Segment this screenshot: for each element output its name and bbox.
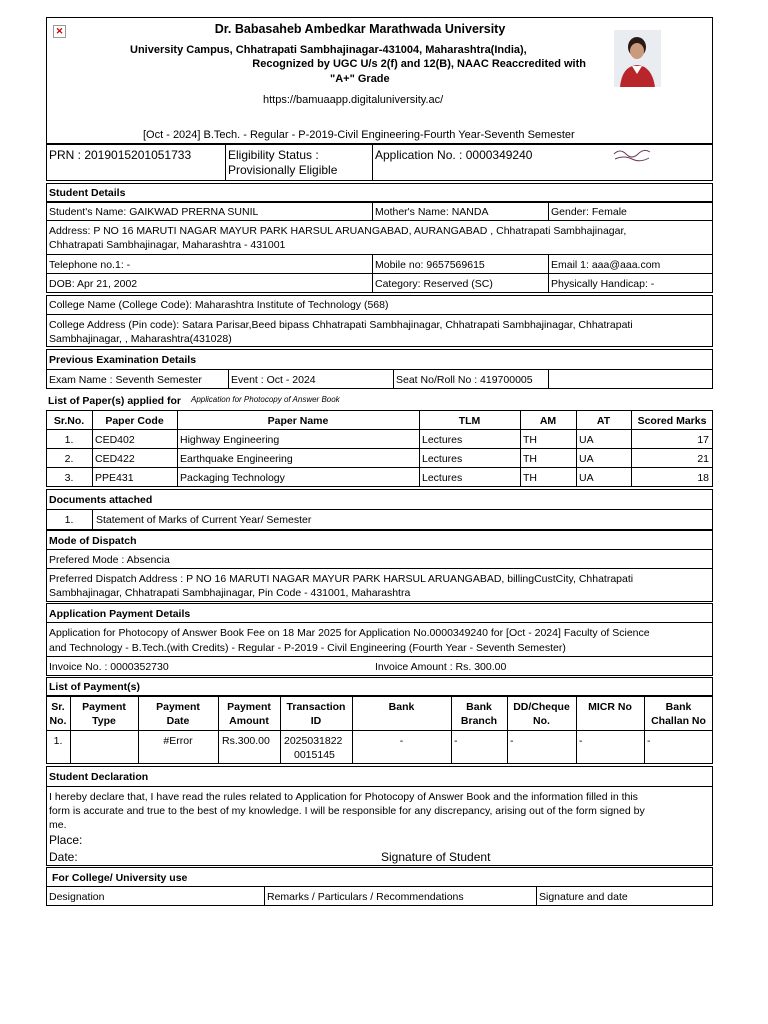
address-line-1: Address: P NO 16 MARUTI NAGAR MAYUR PARK HARSUL ARUANGABAD, AURANGABAD , Chhatrapati Sambhajinagar, — [49, 225, 627, 237]
payment-date: #Error — [163, 735, 193, 747]
payments-header-type: Payment — [82, 701, 126, 713]
paper-at: UA — [579, 472, 594, 484]
date-label: Date: — [49, 850, 78, 864]
paper-marks: 21 — [697, 453, 709, 465]
papers-header-srno: Sr.No. — [53, 415, 85, 427]
declaration-line-2: form is accurate and true to the best of my knowledge. I will be responsible for any discrepancy, arising out of the form signed by — [49, 805, 645, 817]
college-name: College Name (College Code): Maharashtra Institute of Technology (568) — [49, 299, 389, 311]
email: Email 1: aaa@aaa.com — [551, 259, 661, 271]
papers-subtitle: Application for Photocopy of Answer Book — [191, 395, 340, 404]
application-number: Application No. : 0000349240 — [375, 148, 533, 162]
payments-header-branch: Bank — [466, 701, 492, 713]
exam-event: Event : Oct - 2024 — [231, 374, 316, 386]
paper-srno: 2. — [64, 453, 74, 465]
student-details-header — [46, 183, 713, 202]
paper-tlm: Lectures — [422, 472, 463, 484]
paper-at: UA — [579, 434, 594, 446]
paper-code: CED422 — [95, 453, 135, 465]
invoice-number: Invoice No. : 0000352730 — [49, 661, 169, 673]
mobile: Mobile no: 9657569615 — [375, 259, 485, 271]
payments-header — [46, 677, 713, 696]
payments-header-transaction-2: ID — [310, 715, 322, 727]
paper-tlm: Lectures — [422, 453, 463, 465]
payments-header-challan-2: Challan No — [651, 715, 706, 727]
document-name: Statement of Marks of Current Year/ Semester — [96, 514, 312, 526]
payment-transaction-id: 2025031822 — [284, 735, 343, 747]
mother-name: Mother's Name: NANDA — [375, 206, 489, 218]
paper-am: TH — [523, 453, 537, 465]
invoice-amount: Invoice Amount : Rs. 300.00 — [375, 661, 507, 673]
dispatch-address-1: Preferred Dispatch Address : P NO 16 MARUTI NAGAR MAYUR PARK HARSUL ARUANGABAD, billingCustCity, Chhatrapati — [49, 573, 634, 585]
papers-header-code: Paper Code — [105, 415, 164, 427]
college-address-2: Sambhajinagar, , Maharashtra(431028) — [49, 333, 232, 345]
paper-marks: 17 — [697, 434, 709, 446]
dispatch-mode: Prefered Mode : Absencia — [49, 554, 170, 566]
paper-code: PPE431 — [95, 472, 134, 484]
university-name: Dr. Babasaheb Ambedkar Marathwada University — [214, 22, 506, 36]
signature-label: Signature of Student — [381, 850, 491, 864]
recognition-line-2: "A+" Grade — [330, 73, 390, 85]
eligibility-value: Provisionally Eligible — [228, 163, 338, 177]
documents-title: Documents attached — [49, 494, 153, 506]
payments-header-date-2: Date — [166, 715, 190, 727]
paper-name: Earthquake Engineering — [180, 453, 293, 465]
declaration-line-1: I hereby declare that, I have read the rules related to Application for Photocopy of Answer Book and the information filled in this — [49, 791, 638, 803]
telephone: Telephone no.1: - — [49, 259, 131, 271]
paper-am: TH — [523, 472, 537, 484]
designation-label: Designation — [49, 891, 105, 903]
student-name: Student's Name: GAIKWAD PRERNA SUNIL — [49, 206, 259, 218]
payment-branch: - — [454, 735, 458, 747]
paper-tlm: Lectures — [422, 434, 463, 446]
papers-header-tlm: TLM — [458, 415, 481, 427]
category: Category: Reserved (SC) — [375, 278, 493, 290]
physically-handicap: Physically Handicap: - — [551, 278, 655, 290]
payments-header-type-2: Type — [92, 715, 116, 727]
payment-bank: - — [399, 735, 404, 747]
papers-header-name: Paper Name — [267, 415, 329, 427]
office-use-title: For College/ University use — [52, 872, 188, 884]
remarks-label: Remarks / Particulars / Recommendations — [267, 891, 464, 903]
gender: Gender: Female — [551, 206, 627, 218]
paper-marks: 18 — [697, 472, 709, 484]
papers-title: List of Paper(s) applied for — [48, 395, 182, 407]
payment-amount: Rs.300.00 — [222, 735, 270, 747]
recognition-line-1: Recognized by UGC U/s 2(f) and 12(B), NAAC Reaccredited with — [252, 58, 586, 70]
student-details-title: Student Details — [49, 187, 126, 199]
college-address-1: College Address (Pin code): Satara Parisar,Beed bipass Chhatrapati Sambhajinagar, Chhatrapati Sambhajinagar, Chhatrapati — [49, 319, 633, 331]
payments-header-amount-2: Amount — [229, 715, 269, 727]
dob: DOB: Apr 21, 2002 — [49, 278, 138, 290]
payments-header-transaction: Transaction — [286, 701, 346, 713]
payment-micr: - — [579, 735, 583, 747]
payments-header-amount: Payment — [227, 701, 271, 713]
papers-header-marks: Scored Marks — [637, 415, 707, 427]
document-srno: 1. — [64, 514, 74, 526]
paper-am: TH — [523, 434, 537, 446]
university-url[interactable]: https://bamuaapp.digitaluniversity.ac/ — [263, 94, 444, 106]
payment-description-1: Application for Photocopy of Answer Book Fee on 18 Mar 2025 for Application No.0000349240 for [Oct - 2024] Faculty of Science — [49, 627, 650, 639]
exam-title: [Oct - 2024] B.Tech. - Regular - P-2019-Civil Engineering-Fourth Year-Seventh Semester — [143, 129, 575, 141]
payment-dd: - — [510, 735, 514, 747]
dispatch-title: Mode of Dispatch — [49, 535, 137, 547]
seat-number: Seat No/Roll No : 419700005 — [396, 374, 533, 386]
payments-header-dd: DD/Cheque — [513, 701, 570, 713]
place-label: Place: — [49, 833, 83, 847]
payments-header-dd-2: No. — [533, 715, 550, 727]
payments-header-srno: Sr. — [51, 701, 65, 713]
papers-header-at: AT — [596, 415, 611, 427]
logo-placeholder-icon: ✕ — [53, 25, 66, 38]
payment-srno: 1. — [53, 735, 63, 747]
payments-header-challan: Bank — [665, 701, 692, 713]
payments-header-bank: Bank — [388, 701, 415, 713]
paper-name: Highway Engineering — [180, 434, 280, 446]
paper-srno: 3. — [64, 472, 74, 484]
payments-header-branch-2: Branch — [460, 715, 498, 727]
prn-field: PRN : 2019015201051733 — [49, 148, 192, 162]
signature-date-label: Signature and date — [539, 891, 628, 903]
payment-description-2: and Technology - B.Tech.(with Credits) - Regular - P-2019 - Civil Engineering (Fourth Year - Seventh Semester) — [49, 642, 566, 654]
payments-header-micr: MICR No — [588, 701, 632, 713]
payment-transaction-id-2: 0015145 — [294, 749, 335, 761]
payments-header-srno-2: No. — [49, 715, 67, 727]
paper-code: CED402 — [95, 434, 135, 446]
paper-at: UA — [579, 453, 594, 465]
papers-header-am: AM — [539, 415, 557, 427]
payment-details-title: Application Payment Details — [49, 608, 191, 620]
payments-title: List of Payment(s) — [49, 681, 141, 693]
dispatch-address-2: Sambhajinagar, Chhatrapati Sambhajinagar, Pin Code - 431001, Maharashtra — [49, 587, 411, 599]
payment-challan: - — [647, 735, 651, 747]
university-address: University Campus, Chhatrapati Sambhajinagar-431004, Maharashtra(India), — [130, 44, 527, 56]
student-photo — [614, 30, 661, 87]
declaration-title: Student Declaration — [49, 771, 149, 783]
previous-exam-title: Previous Examination Details — [49, 354, 197, 366]
eligibility-label: Eligibility Status : — [228, 148, 319, 162]
exam-name: Exam Name : Seventh Semester — [49, 374, 202, 386]
address-line-2: Chhatrapati Sambhajinagar, Maharashtra - 431001 — [49, 239, 286, 251]
paper-name: Packaging Technology — [180, 472, 285, 484]
paper-srno: 1. — [64, 434, 74, 446]
payments-header-date: Payment — [156, 701, 200, 713]
declaration-line-3: me. — [49, 819, 67, 831]
